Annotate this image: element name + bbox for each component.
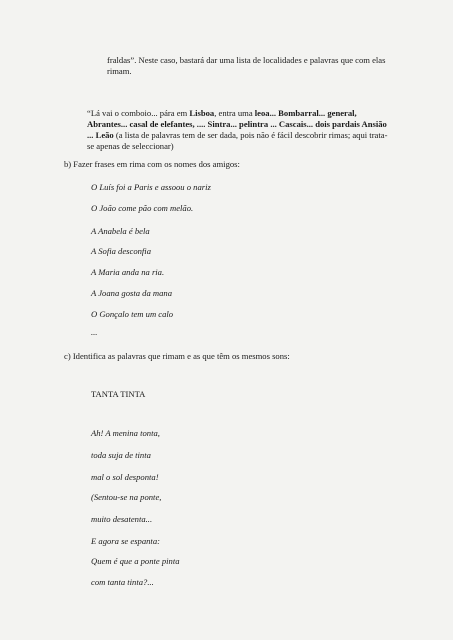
poem-line: muito desatenta...	[91, 514, 153, 524]
intro-paragraph: fraldas”. Neste caso, bastará dar uma lista de localidades e palavras que com elas rimam.	[107, 55, 386, 76]
poem-line: Ah! A menina tonta,	[91, 428, 160, 438]
rhyme-line: A Sofia desconfia	[91, 246, 151, 256]
poem-line: toda suja de tinta	[91, 450, 151, 460]
section-b-heading: b) Fazer frases em rima com os nomes dos amigos:	[64, 159, 240, 169]
poem-line: Quem é que a ponte pinta	[91, 556, 180, 566]
quote-text-2: , entra uma	[214, 108, 255, 118]
poem-line: com tanta tinta?...	[91, 577, 154, 587]
ellipsis-line: ...	[91, 327, 98, 337]
rhyme-line: O João come pão com melão.	[91, 203, 194, 213]
rhyme-line: A Joana gosta da mana	[91, 288, 173, 298]
quote-bold-2: leoa... Bombarral... general, Abrantes... casal de elefantes, .... Sintra... pelintra ... Cascais... dois pardais Ansião ... Leão	[87, 108, 387, 140]
poem-line: (Sentou-se na ponte,	[91, 492, 162, 502]
rhyme-line: A Anabela é bela	[91, 226, 150, 236]
poem-title: TANTA TINTA	[91, 389, 146, 399]
section-c-heading: c) Identifica as palavras que rimam e as que têm os mesmos sons:	[64, 351, 290, 361]
quote-text-1: “Lá vai o comboio... pára em	[87, 108, 190, 118]
rhyme-line: O Gonçalo tem um calo	[91, 309, 174, 319]
rhyme-line: O Luís foi a Paris e assoou o nariz	[91, 182, 211, 192]
quote-text-3: (a lista de palavras tem de ser dada, pois não é fácil descobrir rimas; aqui trata-se apenas de seleccionar)	[87, 130, 388, 151]
quote-bold-1: Lisboa	[189, 108, 215, 118]
poem-line: E agora se espanta:	[91, 536, 160, 546]
poem-line: mal o sol desponta!	[91, 472, 159, 482]
rhyme-line: A Maria anda na ria.	[91, 267, 165, 277]
quote-paragraph	[87, 108, 389, 152]
